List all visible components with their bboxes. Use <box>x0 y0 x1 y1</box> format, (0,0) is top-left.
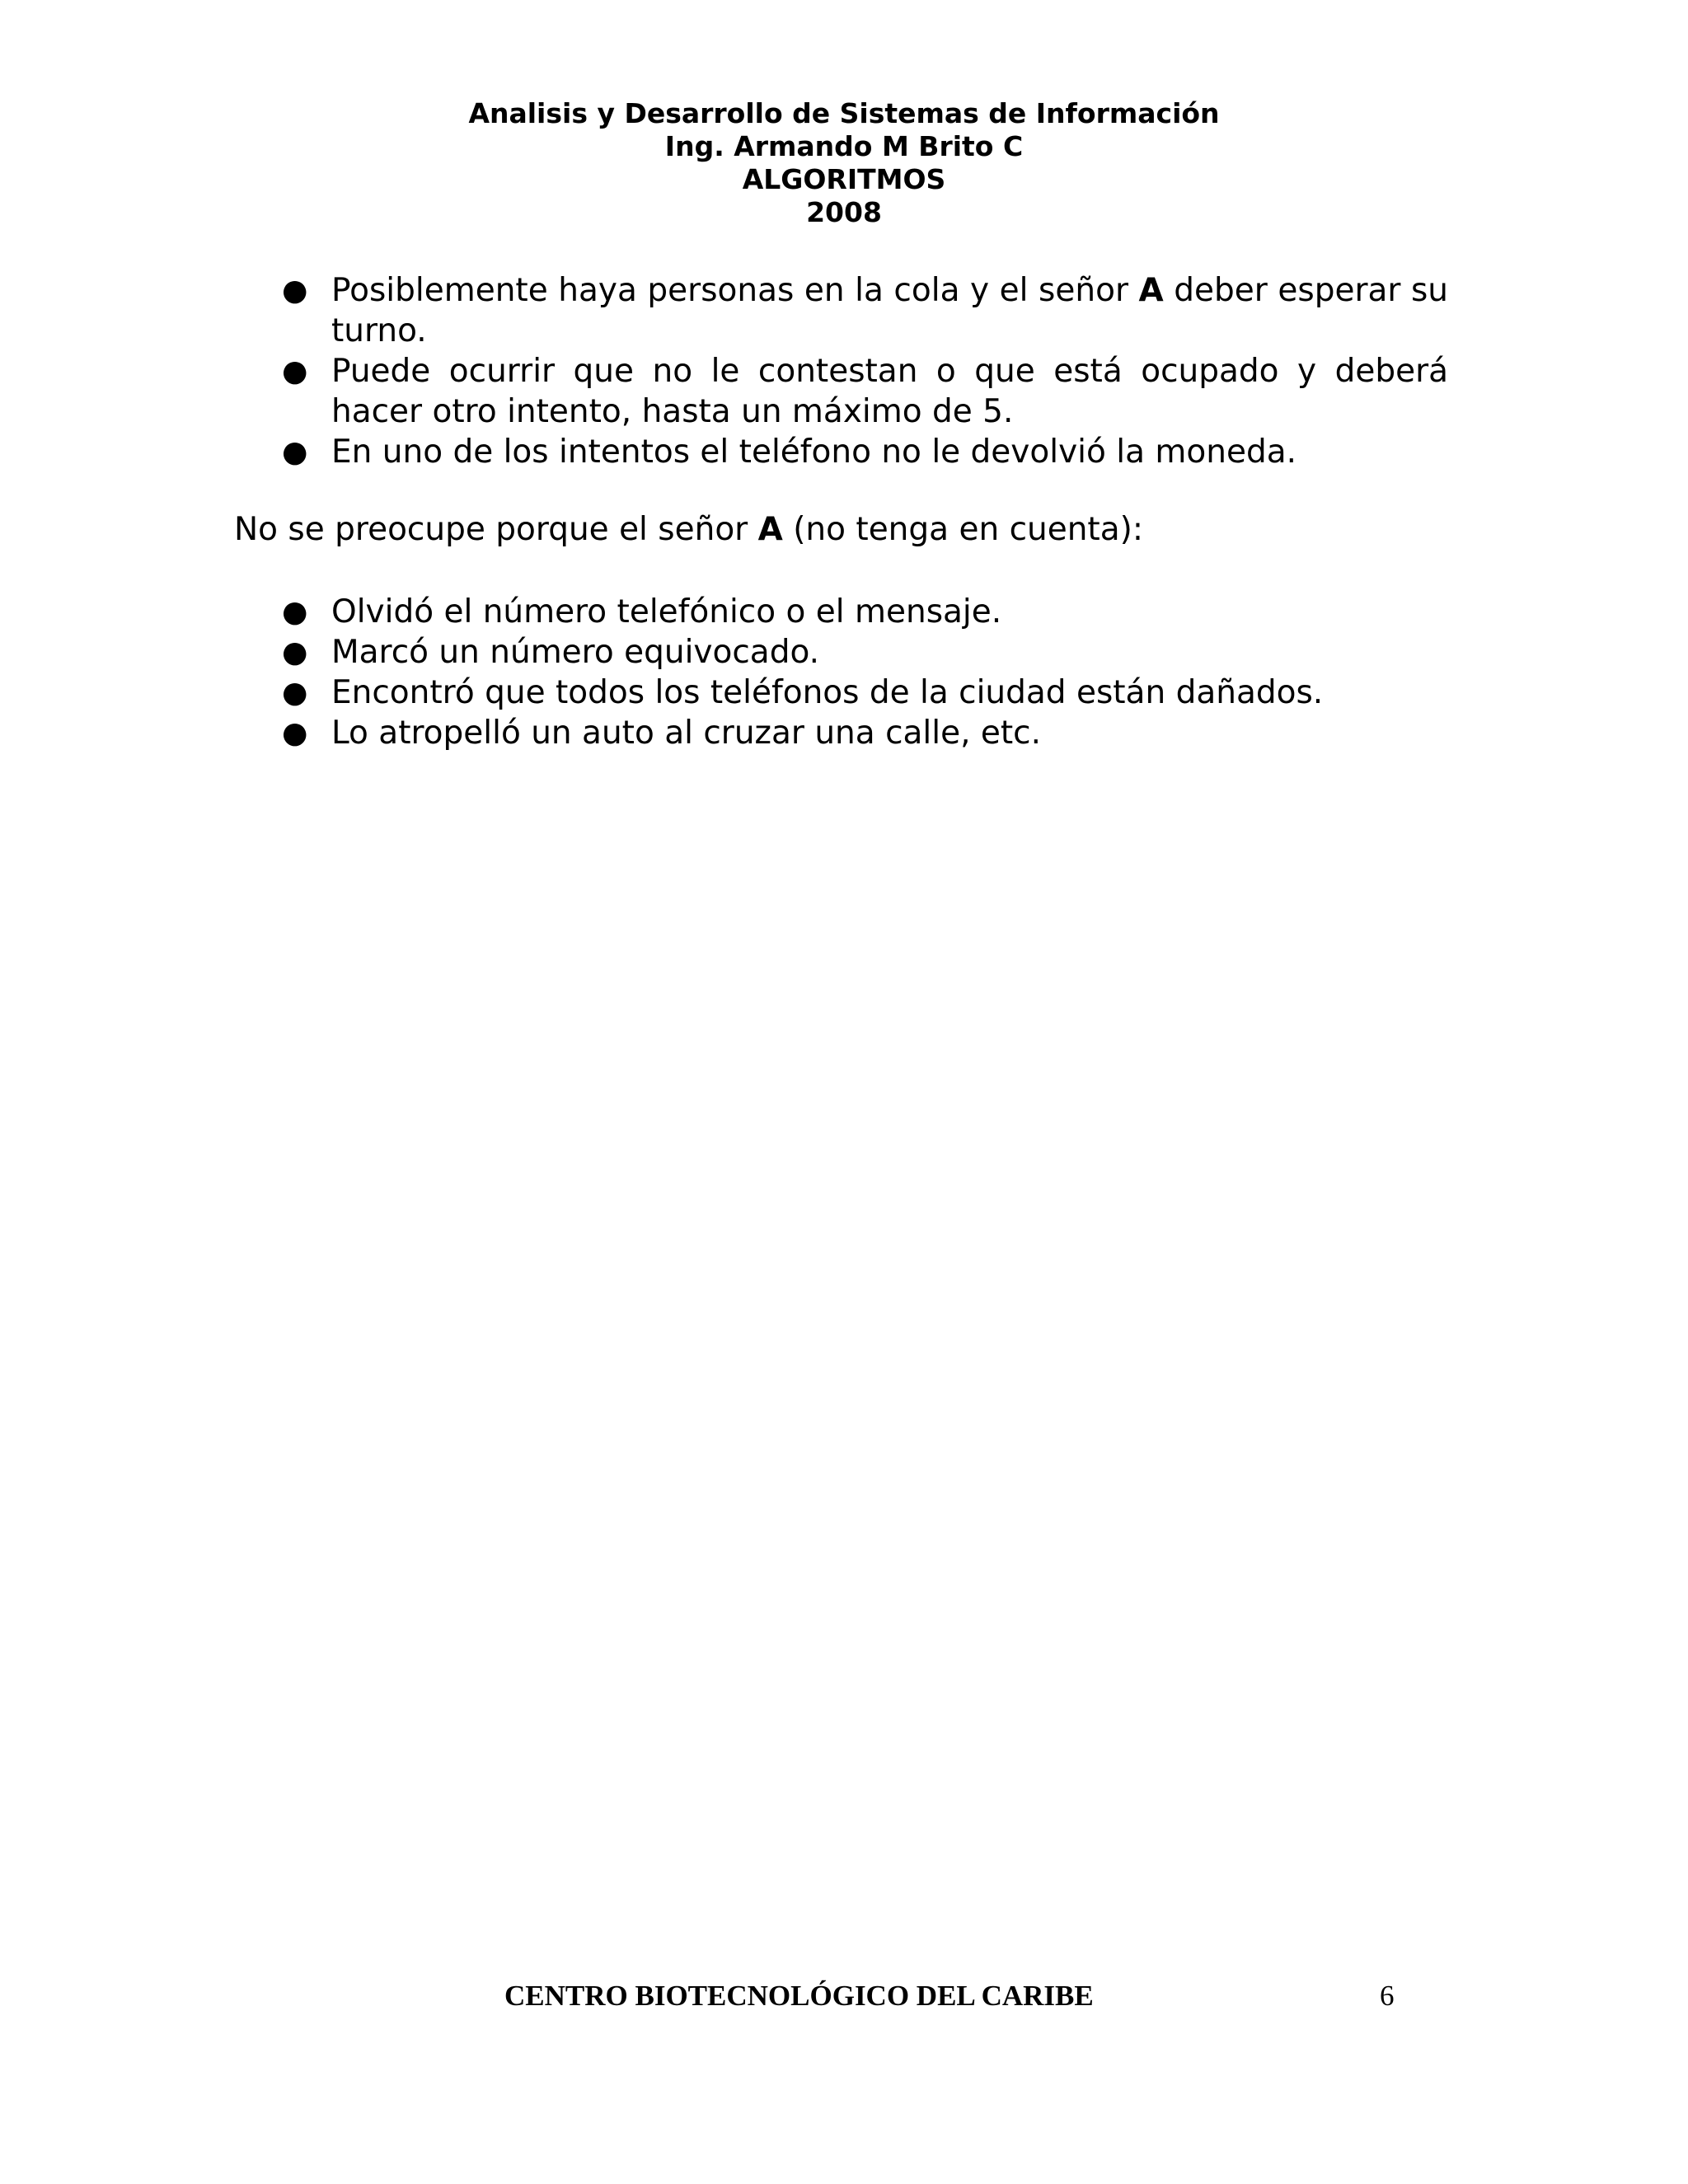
list-item: ● Olvidó el número telefónico o el mensaje. <box>282 593 1002 630</box>
page-header <box>0 97 1688 229</box>
list-item: ● Encontró que todos los teléfonos de la ciudad están dañados. <box>282 674 1324 711</box>
list-item: ● Lo atropelló un auto al cruzar una calle, etc. <box>282 715 1041 752</box>
list-item: ● Puede ocurrir que no le contestan o que está ocupado y deberá hacer otro intento, hasta un máximo de 5. <box>282 353 1448 430</box>
list-item: ● Posiblemente haya personas en la cola y el señor A deber esperar su turno. <box>282 272 1449 349</box>
bullet-icon: ● <box>282 595 308 629</box>
header-subject: ALGORITMOS <box>742 163 946 195</box>
bullet-icon: ● <box>282 274 308 307</box>
bullet-icon: ● <box>282 435 308 469</box>
bullet-icon: ● <box>282 635 308 669</box>
header-author: Ing. Armando M Brito C <box>664 130 1024 162</box>
header-course-title: Analisis y Desarrollo de Sistemas de Información <box>468 97 1220 129</box>
list-item: ● Marcó un número equivocado. <box>282 634 820 671</box>
list-item: ● En uno de los intentos el teléfono no le devolvió la moneda. <box>282 434 1296 471</box>
ignore-list <box>232 592 1448 753</box>
bullet-icon: ● <box>282 354 308 388</box>
footer-institution: CENTRO BIOTECNOLÓGICO DEL CARIBE <box>504 1980 1094 2012</box>
bullet-icon: ● <box>282 716 308 750</box>
instruction-paragraph: No se preocupe porque el señor A (no tenga en cuenta): <box>234 511 1143 548</box>
bullet-icon: ● <box>282 676 308 710</box>
header-year: 2008 <box>806 196 882 228</box>
page-number: 6 <box>1380 1980 1395 2012</box>
conditions-list <box>232 270 1448 472</box>
